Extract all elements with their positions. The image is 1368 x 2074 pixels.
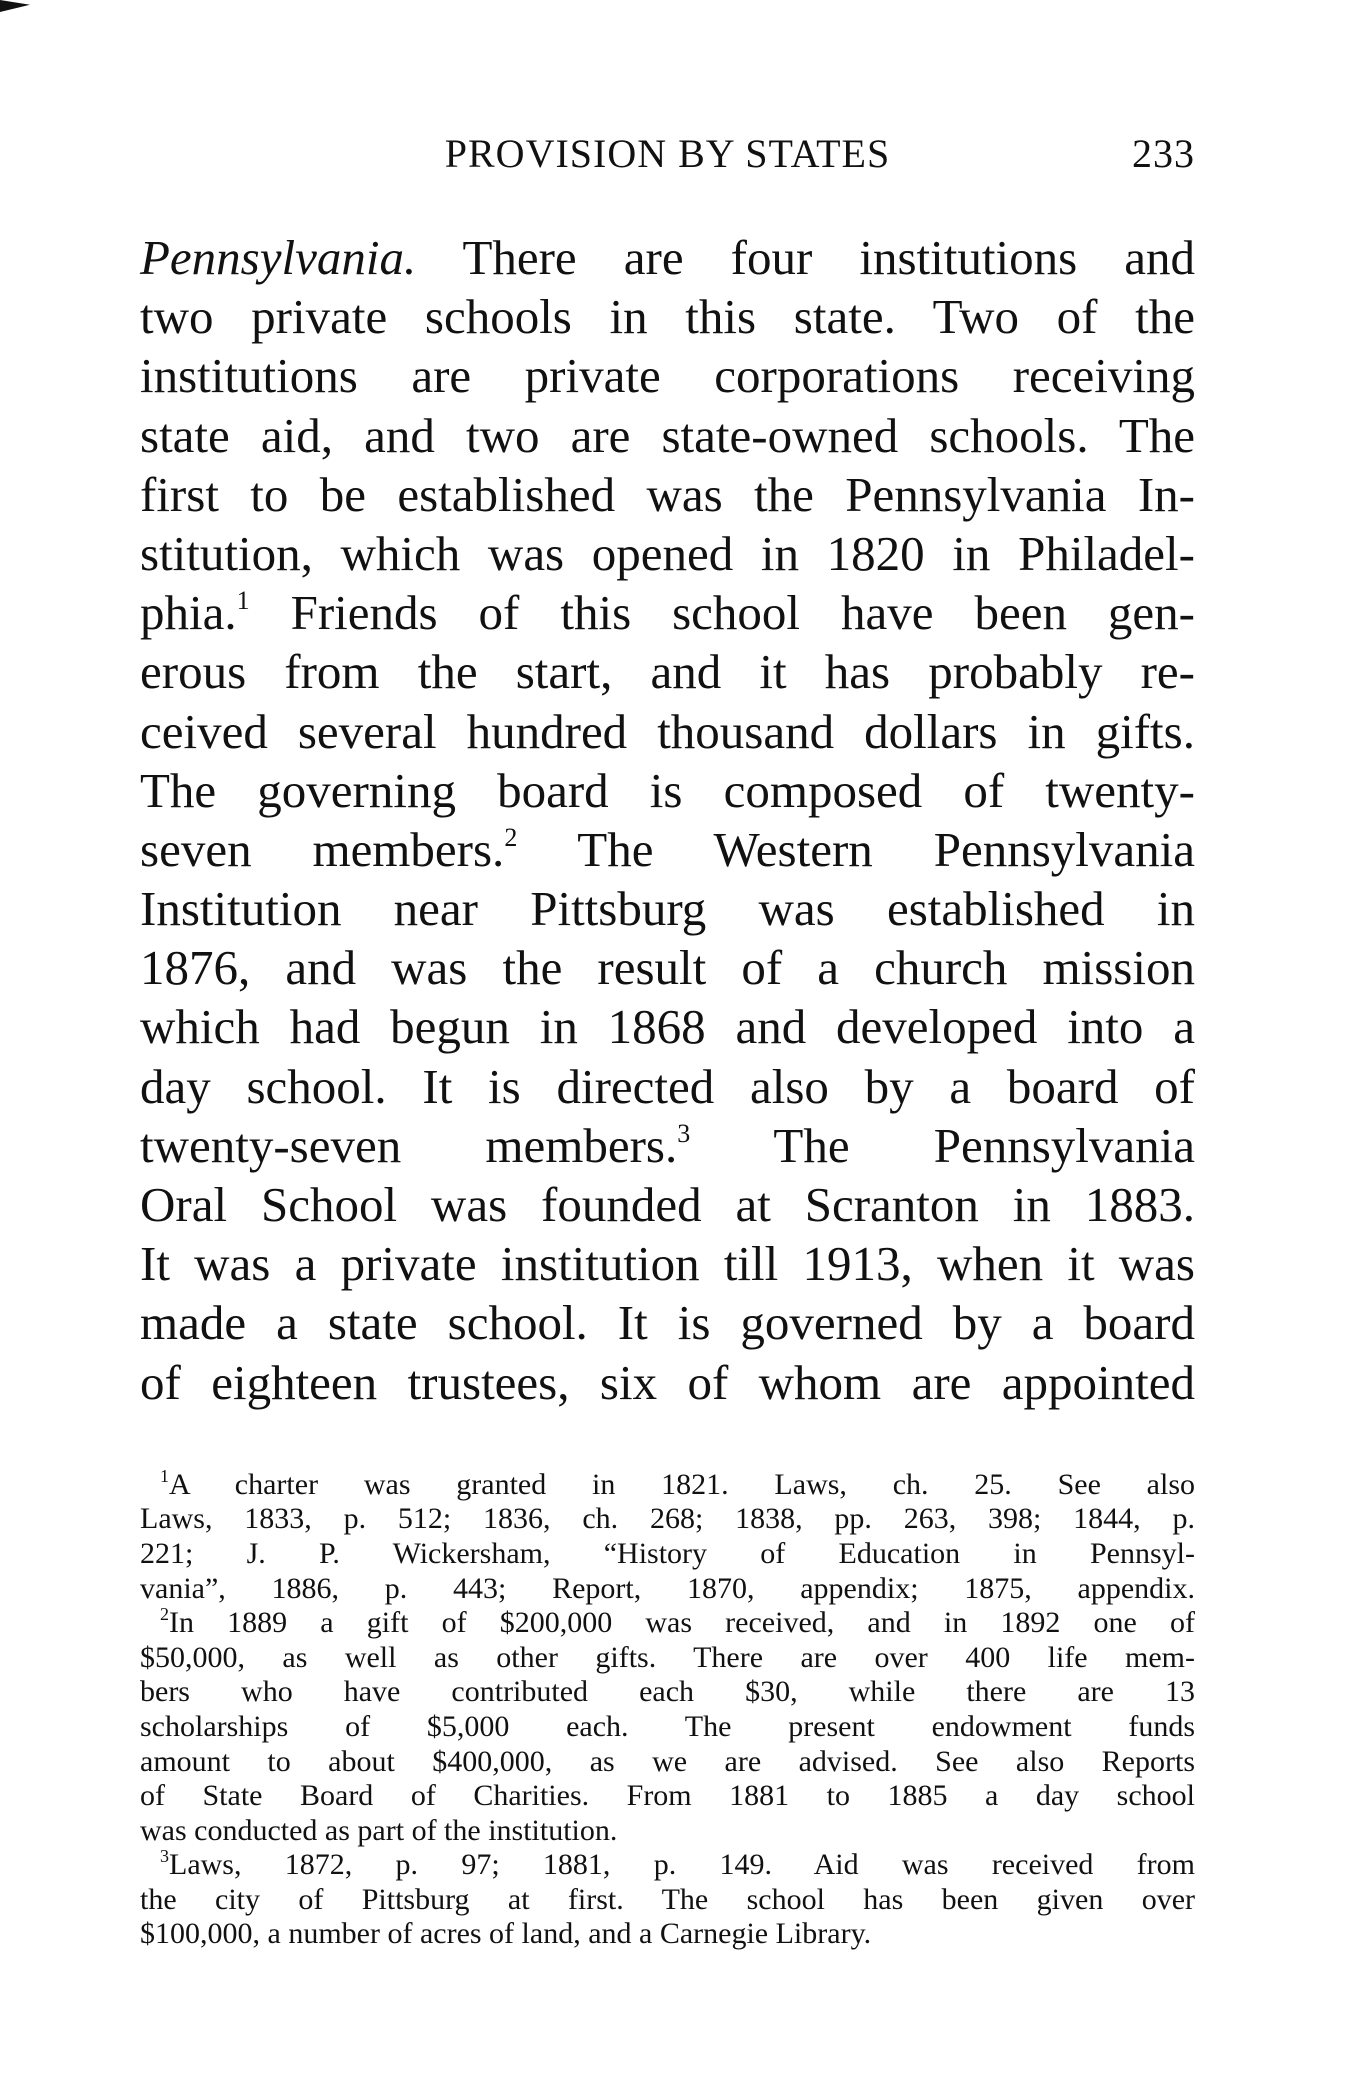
body-line: of eighteen trustees, six of whom are appointed: [140, 1354, 1195, 1410]
body-line: Oral School was founded at Scranton in 1883.: [140, 1177, 1195, 1232]
body-line: ceived several hundred thousand dollars in gifts.: [140, 703, 1195, 759]
body-line: made a state school. It is governed by a board: [140, 1295, 1195, 1351]
footnote-marker: 1: [236, 586, 250, 616]
body-paragraph: [140, 228, 1195, 1412]
body-line: stitution, which was opened in 1820 in Philadel-: [140, 525, 1195, 581]
body-line: day school. It is directed also by a board of: [140, 1058, 1195, 1114]
footnote-marker: 2: [160, 1604, 169, 1625]
book-page: [140, 130, 1195, 1952]
footnote-line: $100,000, a number of acres of land, and a Carnegie Library.: [140, 1917, 872, 1951]
footnote-line: scholarships of $5,000 each. The present endowment funds: [140, 1709, 1195, 1743]
footnote-line: 221; J. P. Wickersham, “History of Education in Pennsyl-: [140, 1536, 1195, 1570]
body-line: erous from the start, and it has probably re-: [140, 644, 1195, 700]
body-line: seven members.$^2$ The Western Pennsylvania: [140, 821, 1195, 877]
running-head-title: PROVISION BY STATES: [444, 131, 891, 176]
footnote-line: $^2$In 1889 a gift of $200,000 was received, and in 1892 one of: [160, 1604, 1195, 1640]
footnote-line: Laws, 1833, p. 512; 1836, ch. 268; 1838, pp. 263, 398; 1844, p.: [140, 1502, 1195, 1536]
body-line: Institution near Pittsburg was established in: [140, 881, 1195, 937]
footnote-line: of State Board of Charities. From 1881 to 1885 a day school: [140, 1779, 1195, 1813]
body-line: institutions are private corporations receiving: [140, 348, 1195, 404]
body-line: The governing board is composed of twenty-: [140, 762, 1195, 818]
running-head: [140, 130, 1195, 190]
body-line: phia.$^1$ Friends of this school have been gen-: [140, 585, 1195, 641]
footnote-line: vania”, 1886, p. 443; Report, 1870, appendix; 1875, appendix.: [140, 1571, 1195, 1605]
footnote-line: was conducted as part of the institution.: [140, 1813, 618, 1847]
body-line: first to be established was the Pennsylvania In-: [140, 466, 1195, 522]
footnote-line: $50,000, as well as other gifts. There are over 400 life mem-: [140, 1640, 1195, 1674]
body-line: It was a private institution till 1913, when it was: [140, 1236, 1195, 1292]
body-line: which had begun in 1868 and developed into a: [140, 999, 1195, 1055]
body-line: 1876, and was the result of a church mission: [140, 940, 1195, 996]
footnote-marker: 3: [677, 1118, 691, 1148]
footnote-line: $^1$A charter was granted in 1821. Laws, ch. 25. See also: [160, 1465, 1195, 1501]
footnote-line: $^3$Laws, 1872, p. 97; 1881, p. 149. Aid was received from: [160, 1846, 1195, 1882]
body-line: two private schools in this state. Two of the: [140, 289, 1195, 345]
state-heading: Pennsylvania.: [140, 230, 417, 285]
footnote-marker: 2: [504, 822, 518, 852]
body-line: state aid, and two are state-owned schools. The: [140, 407, 1195, 463]
scan-corner-mark: [0, 0, 30, 12]
footnotes: [140, 1465, 1195, 1952]
body-line: Pennsylvania. There are four institutions and: [140, 230, 1196, 285]
footnote-marker: 3: [160, 1846, 169, 1867]
footnote-line: bers who have contributed each $30, while there are 13: [140, 1675, 1195, 1709]
body-line: twenty-seven members.$^3$ The Pennsylvania: [140, 1117, 1196, 1173]
footnote-marker: 1: [160, 1465, 169, 1486]
footnote-line: amount to about $400,000, as we are advised. See also Reports: [140, 1744, 1195, 1778]
page-number: 233: [1132, 131, 1195, 176]
footnote-line: the city of Pittsburg at first. The school has been given over: [140, 1882, 1195, 1916]
